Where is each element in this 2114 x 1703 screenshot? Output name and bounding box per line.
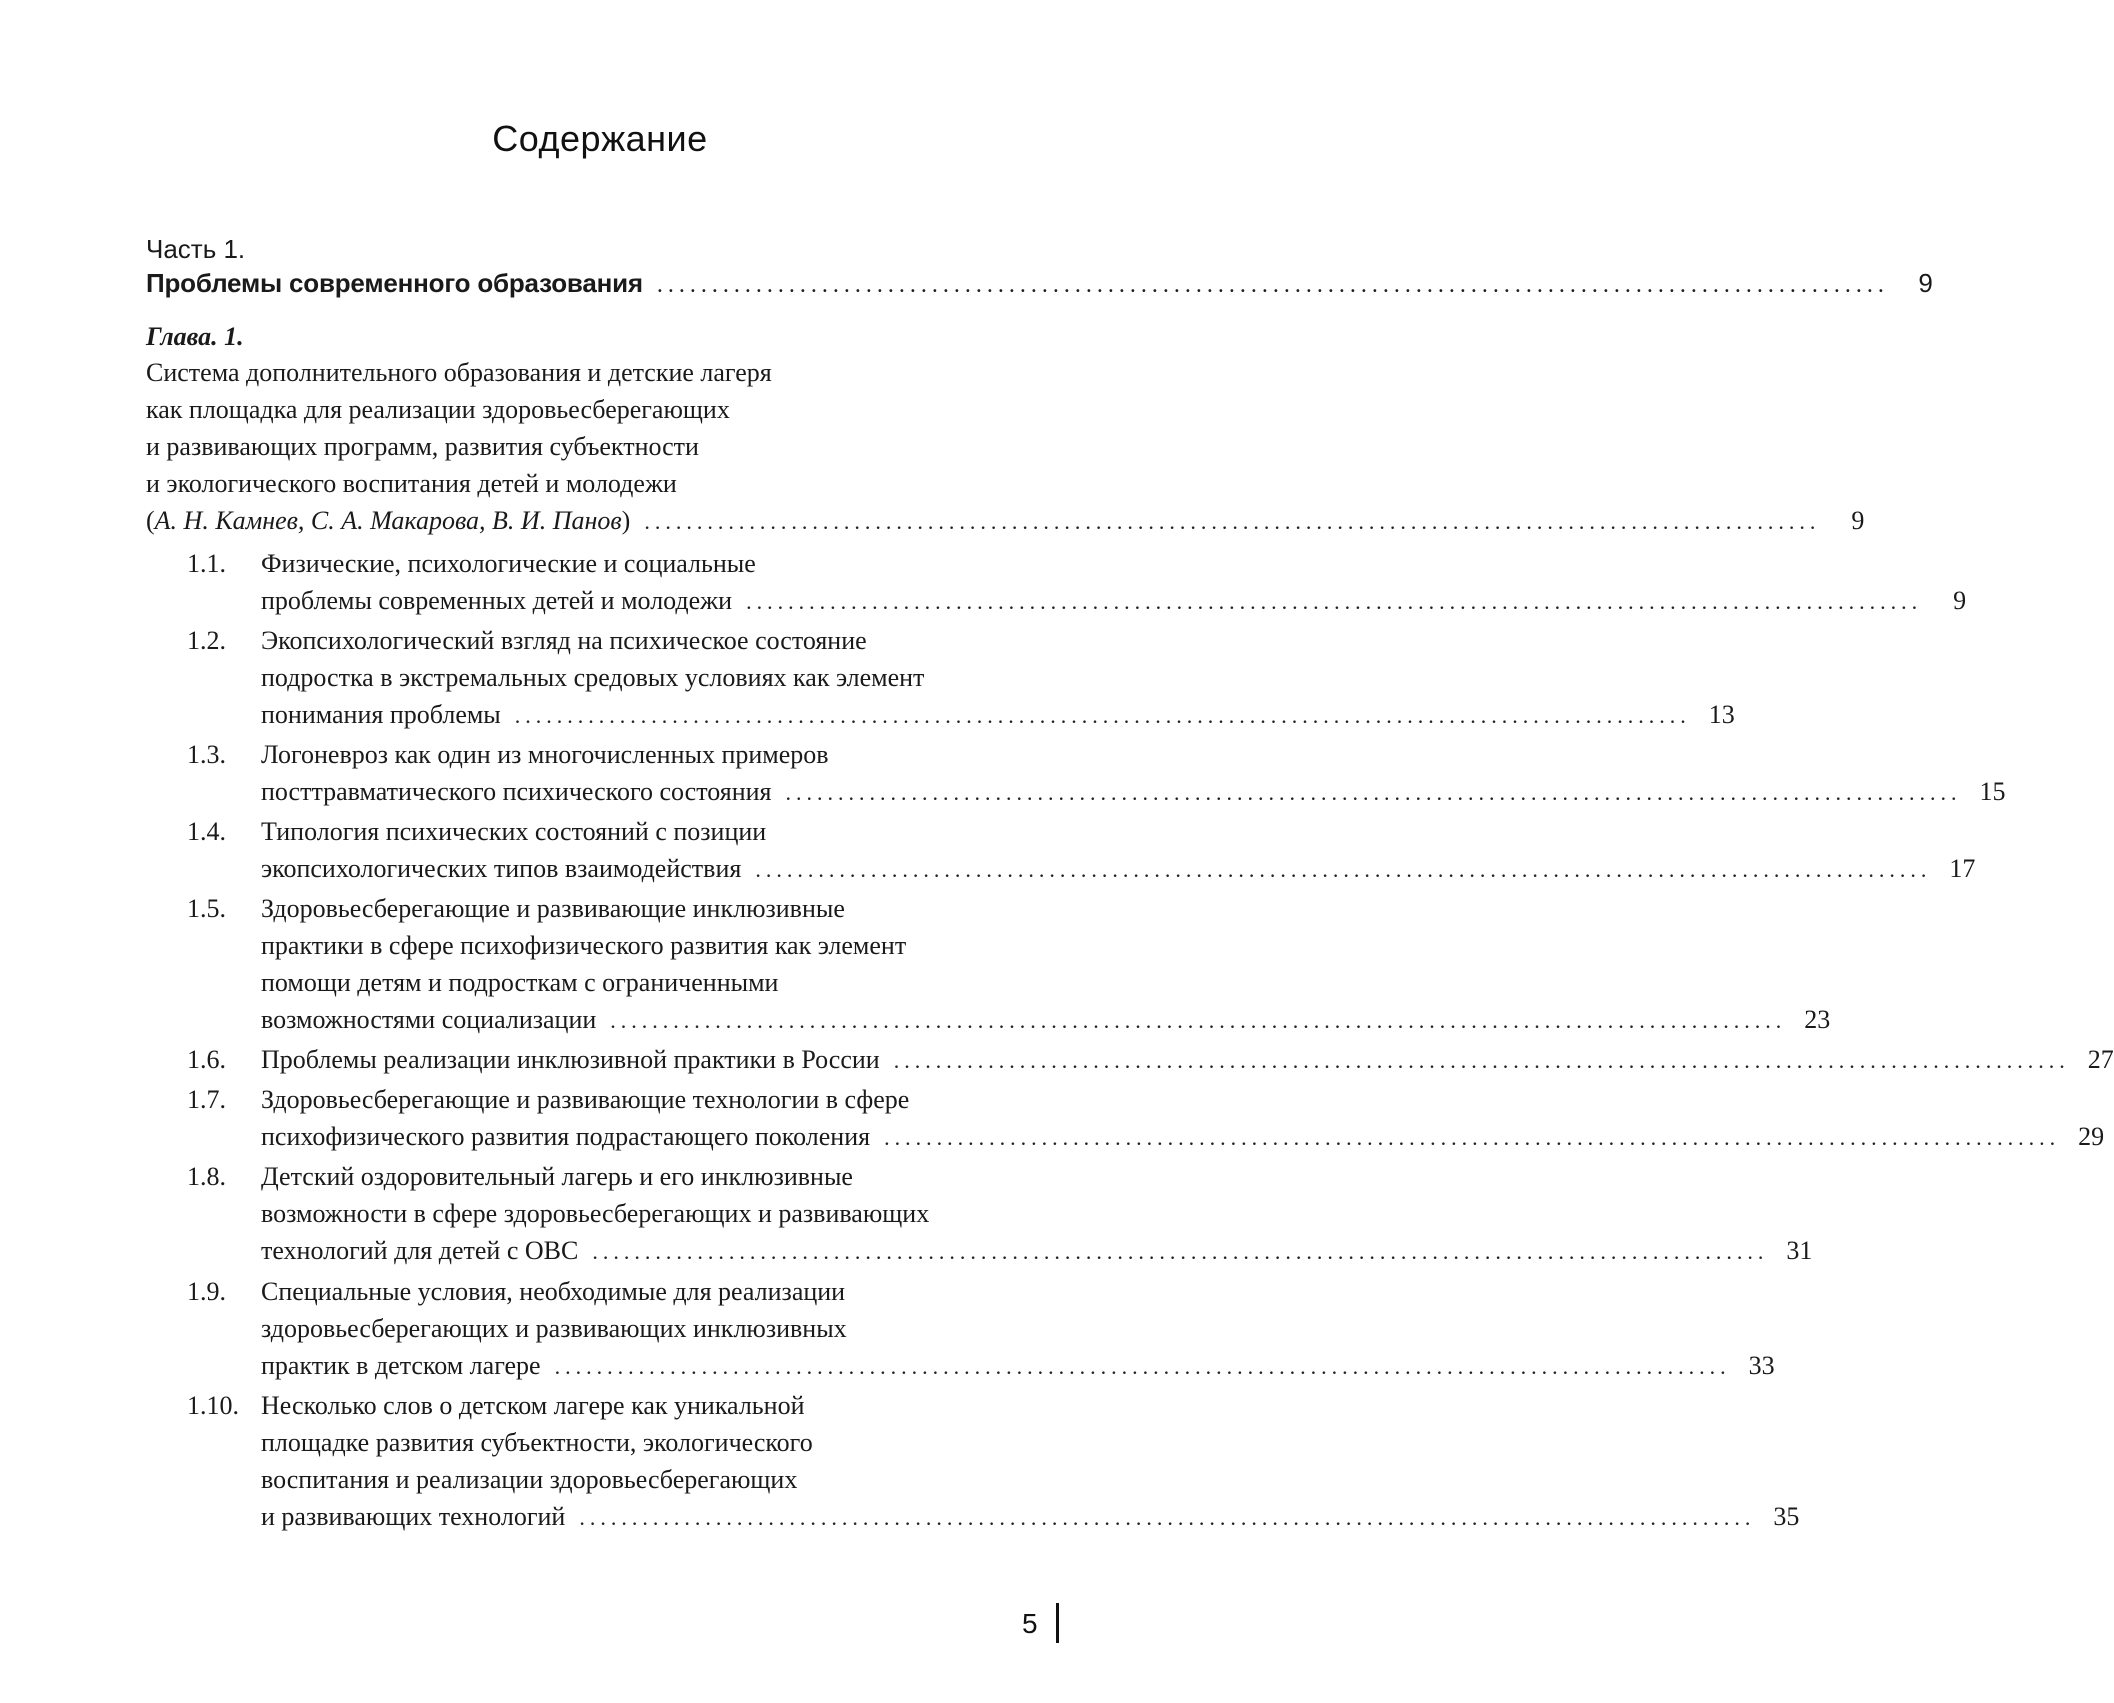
chapter-title-line: Система дополнительного образования и детские лагеря xyxy=(146,358,772,387)
entry-page-number: 33 xyxy=(1748,1351,1775,1380)
entry-page-number: 23 xyxy=(1804,1005,1831,1034)
paren-open: ( xyxy=(146,506,155,535)
entry-title-line: подростка в экстремальных средовых условиях как элемент xyxy=(261,663,925,692)
entry-page-number: 17 xyxy=(1949,854,1976,883)
entry-title-line: Специальные условия, необходимые для реализации xyxy=(261,1277,846,1306)
chapter-title-line: и развивающих программ, развития субъектности xyxy=(146,432,699,461)
entry-title-line: Несколько слов о детском лагере как уникальной xyxy=(261,1391,805,1420)
entry-page-number: 35 xyxy=(1773,1502,1800,1531)
toc-entry-last-line xyxy=(261,700,1735,730)
dot-leader: ................................................................................................................ xyxy=(893,1048,2070,1073)
entry-title-line: площадке развития субъектности, экологического xyxy=(261,1428,813,1457)
entry-title-line: возможностями социализации xyxy=(261,1005,597,1034)
chapter-authors-row xyxy=(146,506,1865,536)
toc-entry-last-line xyxy=(261,586,1967,616)
entry-page-number: 27 xyxy=(2087,1045,2114,1074)
entry-title-line: Здоровьесберегающие и развивающие технологии в сфере xyxy=(261,1085,910,1114)
entry-title-line: Логоневроз как один из многочисленных примеров xyxy=(261,740,829,769)
paren-close: ) xyxy=(621,506,631,535)
entry-title-line: Детский оздоровительный лагерь и его инклюзивные xyxy=(261,1162,853,1191)
dot-leader: ................................................................................................................ xyxy=(579,1505,1756,1530)
toc-entry-last-line xyxy=(261,1502,1800,1532)
toc-entry-last-line xyxy=(261,854,1976,884)
folio-rule xyxy=(1056,1603,1059,1643)
entry-page-number: 13 xyxy=(1708,700,1735,729)
dot-leader: ................................................................................................................ xyxy=(755,857,1932,882)
entry-title-line: Экопсихологический взгляд на психическое состояние xyxy=(261,626,867,655)
entry-title-line: и развивающих технологий xyxy=(261,1502,566,1531)
authors-names: А. Н. Камнев, С. А. Макарова, В. И. Панов xyxy=(154,506,622,535)
dot-leader: ................................................................................................................ xyxy=(554,1354,1731,1379)
toc-entry-last-line xyxy=(261,1045,2114,1075)
entry-number: 1.8. xyxy=(187,1162,226,1191)
chapter-title-line: и экологического воспитания детей и молодежи xyxy=(146,469,677,498)
entry-title-line: Физические, психологические и социальные xyxy=(261,549,756,578)
entry-title-line: Типология психических состояний с позиции xyxy=(261,817,767,846)
entry-title-line: Здоровьесберегающие и развивающие инклюзивные xyxy=(261,894,845,923)
dot-leader: ................................................................................................................ xyxy=(644,509,1821,534)
entry-title-line: технологий для детей с ОВС xyxy=(261,1236,579,1265)
entry-number: 1.2. xyxy=(187,626,226,655)
toc-entry-last-line xyxy=(261,1236,1813,1266)
entry-title-line: проблемы современных детей и молодежи xyxy=(261,586,733,615)
page-title: Содержание xyxy=(492,118,708,159)
toc-entry-last-line xyxy=(261,1005,1831,1035)
chapter-label: Глава. 1. xyxy=(146,322,244,351)
chapter-title-line: как площадка для реализации здоровьесберегающих xyxy=(146,395,730,424)
entry-page-number: 29 xyxy=(2078,1122,2105,1151)
dot-leader: ................................................................................................................ xyxy=(656,272,1889,298)
folio-page-number: 5 xyxy=(1022,1608,1038,1639)
toc-part-entry xyxy=(146,268,1933,299)
part-label: Часть 1. xyxy=(146,234,246,264)
entry-number: 1.9. xyxy=(187,1277,226,1306)
entry-title-line: здоровьесберегающих и развивающих инклюзивных xyxy=(261,1314,847,1343)
entry-number: 1.1. xyxy=(187,549,226,578)
dot-leader: ................................................................................................................ xyxy=(514,703,1691,728)
entry-title-line: экопсихологических типов взаимодействия xyxy=(261,854,742,883)
entry-title-line: возможности в сфере здоровьесберегающих и развивающих xyxy=(261,1199,930,1228)
entry-title-line: Проблемы реализации инклюзивной практики в России xyxy=(261,1045,880,1074)
dot-leader: ................................................................................................................ xyxy=(592,1239,1769,1264)
entry-title-line: практик в детском лагере xyxy=(261,1351,541,1380)
part-title: Проблемы современного образования xyxy=(146,268,643,298)
entry-title-line: психофизического развития подрастающего поколения xyxy=(261,1122,871,1151)
entry-number: 1.7. xyxy=(187,1085,226,1114)
entry-title-line: понимания проблемы xyxy=(261,700,501,729)
entry-title-line: воспитания и реализации здоровьесберегающих xyxy=(261,1465,798,1494)
toc-entry-last-line xyxy=(261,1122,2105,1152)
entry-number: 1.4. xyxy=(187,817,226,846)
part-page-number: 9 xyxy=(1918,268,1933,298)
dot-leader: ................................................................................................................ xyxy=(610,1008,1787,1033)
dot-leader: ................................................................................................................ xyxy=(785,780,1962,805)
chapter-page-number: 9 xyxy=(1851,506,1865,535)
dot-leader: ................................................................................................................ xyxy=(746,589,1923,614)
entry-title-line: помощи детям и подросткам с ограниченными xyxy=(261,968,779,997)
dot-leader: ................................................................................................................ xyxy=(884,1125,2061,1150)
entry-title-line: посттравматического психического состояния xyxy=(261,777,772,806)
entry-number: 1.6. xyxy=(187,1045,226,1074)
entry-page-number: 15 xyxy=(1979,777,2006,806)
entry-number: 1.10. xyxy=(187,1391,239,1420)
entry-number: 1.5. xyxy=(187,894,226,923)
toc-entry-last-line xyxy=(261,777,2006,807)
entry-page-number: 31 xyxy=(1786,1236,1813,1265)
entry-title-line: практики в сфере психофизического развития как элемент xyxy=(261,931,907,960)
entry-page-number: 9 xyxy=(1953,586,1967,615)
toc-entry-last-line xyxy=(261,1351,1775,1381)
chapter-authors xyxy=(146,506,630,536)
entry-number: 1.3. xyxy=(187,740,226,769)
